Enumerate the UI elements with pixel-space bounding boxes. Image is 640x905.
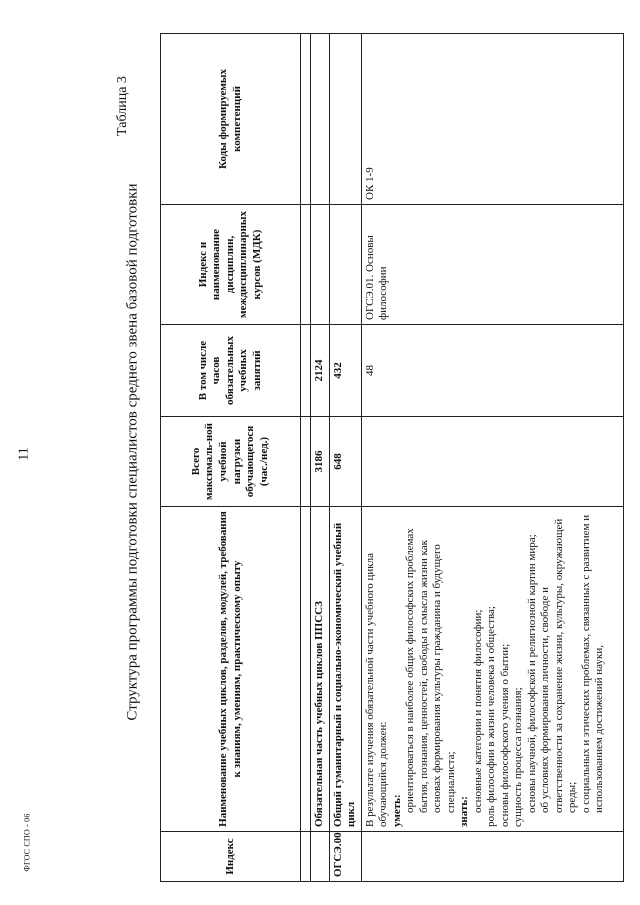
mandatory-name: Обязательная часть учебных циклов ППССЗ bbox=[311, 507, 330, 832]
ogse-max: 648 bbox=[329, 417, 361, 507]
znat-item: основы научной, философской и религиозной картин мира; bbox=[525, 534, 538, 813]
header-index: Индекс bbox=[161, 832, 301, 882]
ogse-name: Общий гуманитарный и социально-экономический учебный цикл bbox=[329, 507, 361, 832]
philosophy-discipline: ОГСЭ.01. Основы философии bbox=[361, 205, 623, 325]
ogse-req: 432 bbox=[329, 325, 361, 417]
ogse-index: ОГСЭ.00 bbox=[329, 832, 361, 882]
table-row bbox=[329, 34, 361, 882]
page-number: 11 bbox=[16, 447, 32, 461]
znat-item: роль философии в жизни человека и общества; bbox=[485, 606, 498, 827]
header-max-load: Всего максималь-ной учебной нагрузки обучающегося (час./нед.) bbox=[161, 417, 301, 507]
philosophy-competencies: ОК 1-9 bbox=[361, 34, 623, 205]
table-row bbox=[361, 34, 623, 882]
header-required: В том числе часов обязательных учебных занятий bbox=[161, 325, 301, 417]
znat-item: об условиях формирования личности, свободе и ответственности за сохранение жизни, культуры, окружающей среды; bbox=[539, 518, 579, 813]
znat-item: основные категории и понятия философии; bbox=[471, 609, 484, 813]
mandatory-req: 2124 bbox=[311, 325, 330, 417]
znat-item: сущность процесса познания; bbox=[512, 687, 525, 827]
table-title: Структура программы подготовки специалистов среднего звена базовой подготовки bbox=[124, 183, 141, 721]
znat-item: основы философского учения о бытии; bbox=[498, 643, 511, 827]
znat-item: о социальных и этических проблемах, связанных с развитием и использованием достижений науки, bbox=[579, 514, 606, 813]
page-footer: ФГОС СПО - 06 bbox=[22, 813, 32, 872]
table-header-row bbox=[161, 34, 301, 882]
table-container bbox=[160, 33, 606, 882]
header-name: Наименование учебных циклов, разделов, модулей, требования к знаниям, умениям, практическому опыту bbox=[161, 507, 301, 832]
philosophy-requirements bbox=[361, 507, 623, 832]
curriculum-table bbox=[160, 33, 624, 882]
table-row bbox=[311, 34, 330, 882]
header-discipline: Индекс и наименование дисциплин, междисциплинарных курсов (МДК) bbox=[161, 205, 301, 325]
philosophy-req-hours: 48 bbox=[361, 325, 623, 417]
table-label: Таблица 3 bbox=[115, 76, 130, 136]
znat-heading: знать: bbox=[458, 796, 471, 827]
umet-heading: уметь: bbox=[390, 794, 403, 827]
requirements-intro: В результате изучения обязательной части учебного цикла обучающийся должен: bbox=[363, 553, 390, 827]
header-competencies: Коды формируемых компетенций bbox=[161, 34, 301, 205]
spacer-row bbox=[301, 34, 311, 882]
umet-text: ориентироваться в наиболее общих философских проблемах бытия, познания, ценностей, свободы и смысла жизни как основах формирования культуры гражданина и будущего специалиста; bbox=[404, 528, 457, 813]
mandatory-max: 3186 bbox=[311, 417, 330, 507]
